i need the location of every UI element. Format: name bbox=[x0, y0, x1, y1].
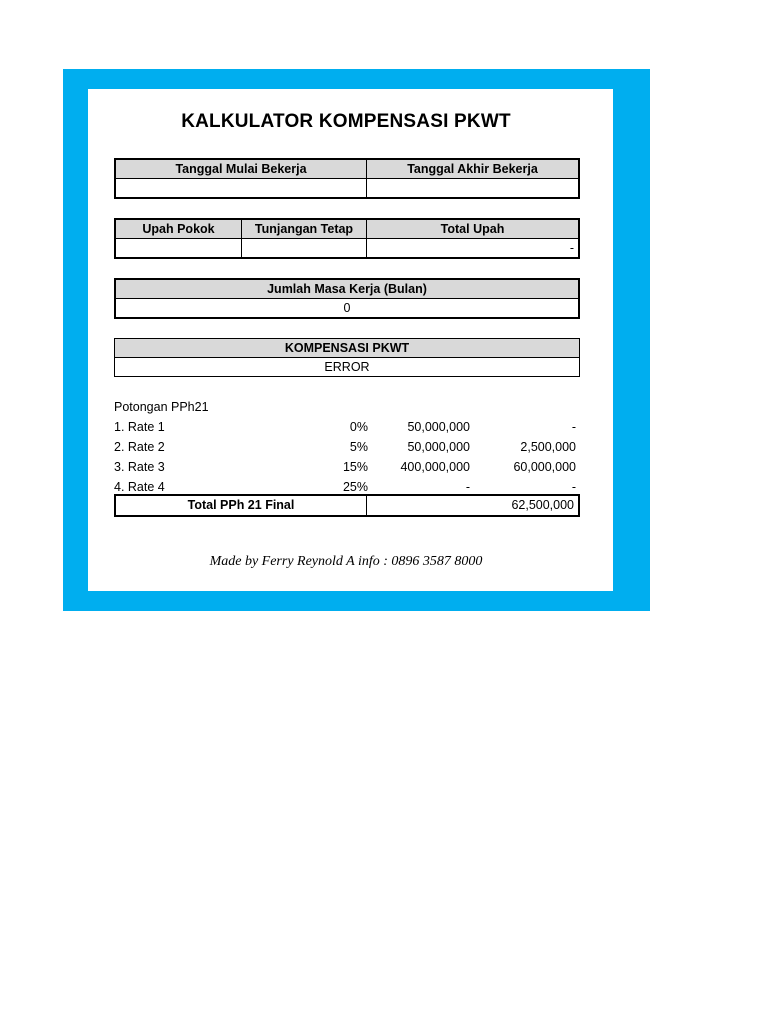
tax-heading: Potongan PPh21 bbox=[114, 400, 209, 414]
start-date-label: Tanggal Mulai Bekerja bbox=[115, 159, 367, 179]
basic-wage-label: Upah Pokok bbox=[115, 219, 242, 239]
tax-rate-base: 50,000,000 bbox=[407, 420, 470, 434]
allowance-field[interactable] bbox=[242, 239, 367, 259]
tax-rate-name: 1. Rate 1 bbox=[114, 420, 165, 434]
tax-rate-percent: 15% bbox=[342, 460, 368, 474]
tax-rate-amount: - bbox=[571, 420, 576, 434]
compensation-label: KOMPENSASI PKWT bbox=[115, 339, 580, 358]
start-date-field[interactable] bbox=[115, 179, 367, 199]
compensation-value: ERROR bbox=[115, 358, 580, 377]
tax-rate-percent: 0% bbox=[349, 420, 368, 434]
end-date-field[interactable] bbox=[367, 179, 580, 199]
tax-rate-base: 400,000,000 bbox=[400, 460, 470, 474]
total-pph21-value: 62,500,000 bbox=[511, 498, 574, 512]
tenure-table bbox=[114, 278, 580, 319]
tax-rate-name: 4. Rate 4 bbox=[114, 480, 165, 494]
dates-table bbox=[114, 158, 580, 199]
total-wage-label: Total Upah bbox=[367, 219, 580, 239]
tenure-value: 0 bbox=[115, 299, 579, 319]
calculator-sheet bbox=[88, 89, 613, 591]
tax-rate-base: - bbox=[465, 480, 470, 494]
tax-rate-base: 50,000,000 bbox=[407, 440, 470, 454]
tax-rate-amount: 60,000,000 bbox=[513, 460, 576, 474]
page-title: KALKULATOR KOMPENSASI PKWT bbox=[181, 111, 511, 132]
tax-row bbox=[114, 417, 580, 437]
author-credit: Made by Ferry Reynold A info : 0896 3587 8000 bbox=[209, 554, 483, 569]
allowance-label: Tunjangan Tetap bbox=[242, 219, 367, 239]
tax-rate-amount: - bbox=[571, 480, 576, 494]
basic-wage-field[interactable] bbox=[115, 239, 242, 259]
blue-frame bbox=[63, 69, 650, 611]
tax-rate-percent: 25% bbox=[342, 480, 368, 494]
total-wage-value: - bbox=[367, 239, 580, 259]
tax-rate-percent: 5% bbox=[349, 440, 368, 454]
total-pph21-label: Total PPh 21 Final bbox=[116, 496, 367, 515]
tenure-label: Jumlah Masa Kerja (Bulan) bbox=[115, 279, 579, 299]
tax-rate-amount: 2,500,000 bbox=[520, 440, 576, 454]
wages-table bbox=[114, 218, 580, 259]
end-date-label: Tanggal Akhir Bekerja bbox=[367, 159, 580, 179]
tax-rate-name: 2. Rate 2 bbox=[114, 440, 165, 454]
tax-row bbox=[114, 437, 580, 457]
tax-rate-name: 3. Rate 3 bbox=[114, 460, 165, 474]
tax-row bbox=[114, 457, 580, 477]
compensation-table bbox=[114, 338, 580, 377]
total-pph21-row bbox=[114, 494, 580, 517]
tax-section bbox=[114, 397, 580, 497]
